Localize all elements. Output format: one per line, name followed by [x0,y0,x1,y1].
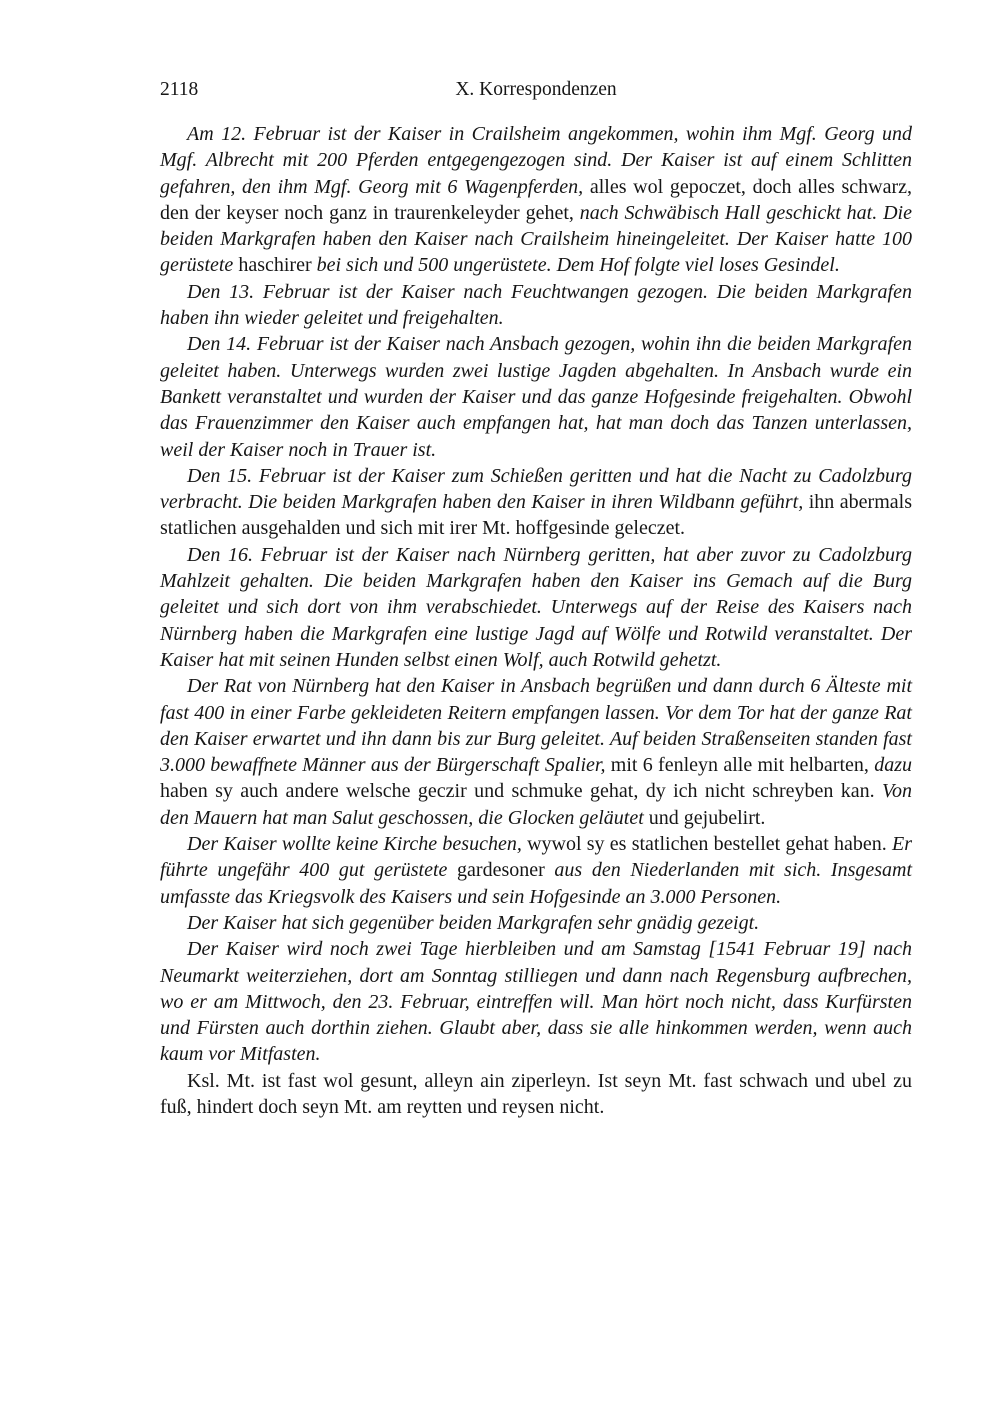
text-segment: Den 16. Februar ist der Kaiser nach Nürnberg geritten, hat aber zuvor zu Cadolzburg Mahlzeit gehalten. Die beiden Markgrafen haben den Kaiser ins Gemach auf die Burg geleitet und sich dort von ihm verabschiedet. Unterwegs auf der Reise des Kaisers nach Nürnberg haben die Markgrafen eine lustige Jagd auf Wölfe und Rotwild veranstaltet. Der Kaiser hat mit seinen Hunden selbst einen Wolf, auch Rotwild gehetzt. [160,543,912,671]
paragraph [160,331,912,462]
paragraph [160,910,912,936]
body-text [160,121,912,1120]
text-segment: Der Kaiser wird noch zwei Tage hierbleiben und am Samstag [1541 Februar 19] nach Neumarkt weiterziehen, dort am Sonntag stilliegen und dann nach Regensburg aufbrechen, wo er am Mittwoch, den 23. Februar, eintreffen will. Man hört noch nicht, dass Kurfürsten und Fürsten auch dorthin ziehen. Glaubt aber, dass sie alle hinkommen werden, wenn auch kaum vor Mitfasten. [160,938,912,1066]
paragraph [160,831,912,910]
text-segment: ihn abermals statlichen ausgehalden und sich mit irer Mt. hoffgesinde geleczet. [160,491,912,540]
text-segment: haben sy auch andere welsche geczir und schmuke gehat, dy ich nicht schreyben kan. [160,780,882,803]
text-segment: bei sich und 500 ungerüstete. Dem Hof folgte viel loses Gesindel. [316,254,840,277]
text-segment: wywol sy es statlichen bestellet gehat haben. [527,833,893,856]
page-header [160,78,912,102]
text-segment: Der Rat von Nürnberg hat den Kaiser in Ansbach begrüßen und dann durch 6 Älteste mit fast 400 in einer Farbe gekleideten Reitern empfangen lassen. Vor dem Tor hat der ganze Rat den Kaiser erwartet und ihn dann bis zur Burg geleitet. Auf beiden Straßenseiten standen fast 3.000 bewaffnete Männer aus der Bürgerschaft Spalier, [160,675,912,777]
text-segment: Ksl. Mt. ist fast wol gesunt, alleyn ain ziperleyn. Ist seyn Mt. fast schwach und ubel zu fuß, hindert doch seyn Mt. am reytten und reysen nicht. [160,1069,912,1118]
text-segment: nach Schwäbisch Hall geschickt hat. Die beiden Markgrafen haben den Kaiser nach Crailsheim hineingeleitet. Der Kaiser hatte 100 gerüstete [160,201,912,277]
paragraph [160,1068,912,1121]
text-segment: haschirer [238,254,317,277]
paragraph [160,463,912,542]
paragraph [160,936,912,1067]
text-segment: Er führte ungefähr 400 gut gerüstete [160,833,913,882]
text-segment: dazu [874,754,912,777]
text-segment: alles wol gepoczet, doch alles schwarz, den der keyser noch ganz in traurenkeleyder gehet, [160,175,912,224]
text-segment: mit 6 fenleyn alle mit helbarten, [610,754,875,777]
paragraph [160,279,912,332]
text-segment: Den 14. Februar ist der Kaiser nach Ansbach gezogen, wohin ihn die beiden Markgrafen geleitet haben. Unterwegs wurden zwei lustige Jagden abgehalten. In Ansbach wurde ein Bankett veranstaltet und wurden der Kaiser und das ganze Hofgesinde freigehalten. Obwohl das Frauenzimmer den Kaiser auch empfangen hat, hat man doch das Tanzen unterlassen, weil der Kaiser noch in Trauer ist. [160,333,912,461]
page-number: 2118 [160,79,199,100]
text-segment: und gejubelirt. [648,806,766,829]
paragraph [160,542,912,673]
running-title: X. Korrespondenzen [455,79,617,100]
paragraph [160,121,912,279]
text-segment: Der Kaiser wollte keine Kirche besuchen, [187,833,528,856]
text-segment: aus den Niederlanden mit sich. Insgesamt umfasste das Kriegsvolk des Kaisers und sein Hofgesinde an 3.000 Personen. [160,859,913,908]
text-segment: Am 12. Februar ist der Kaiser in Crailsheim angekommen, wohin ihm Mgf. Georg und Mgf. Albrecht mit 200 Pferden entgegengezogen sind. Der Kaiser ist auf einem Schlitten gefahren, den ihm Mgf. Georg mit 6 Wagenpferden, [160,123,912,198]
text-block [160,78,912,1120]
text-segment: Den 13. Februar ist der Kaiser nach Feuchtwangen gezogen. Die beiden Markgrafen haben ihn wieder geleitet und freigehalten. [160,280,912,330]
text-segment: gardesoner [457,859,555,882]
text-segment: Den 15. Februar ist der Kaiser zum Schießen geritten und hat die Nacht zu Cadolzburg verbracht. Die beiden Markgrafen haben den Kaiser in ihren Wildbann geführt, [160,464,912,514]
text-segment: Der Kaiser hat sich gegenüber beiden Markgrafen sehr gnädig gezeigt. [187,911,760,934]
text-segment: Von den Mauern hat man Salut geschossen, die Glocken geläutet [160,780,912,829]
paragraph [160,673,912,831]
